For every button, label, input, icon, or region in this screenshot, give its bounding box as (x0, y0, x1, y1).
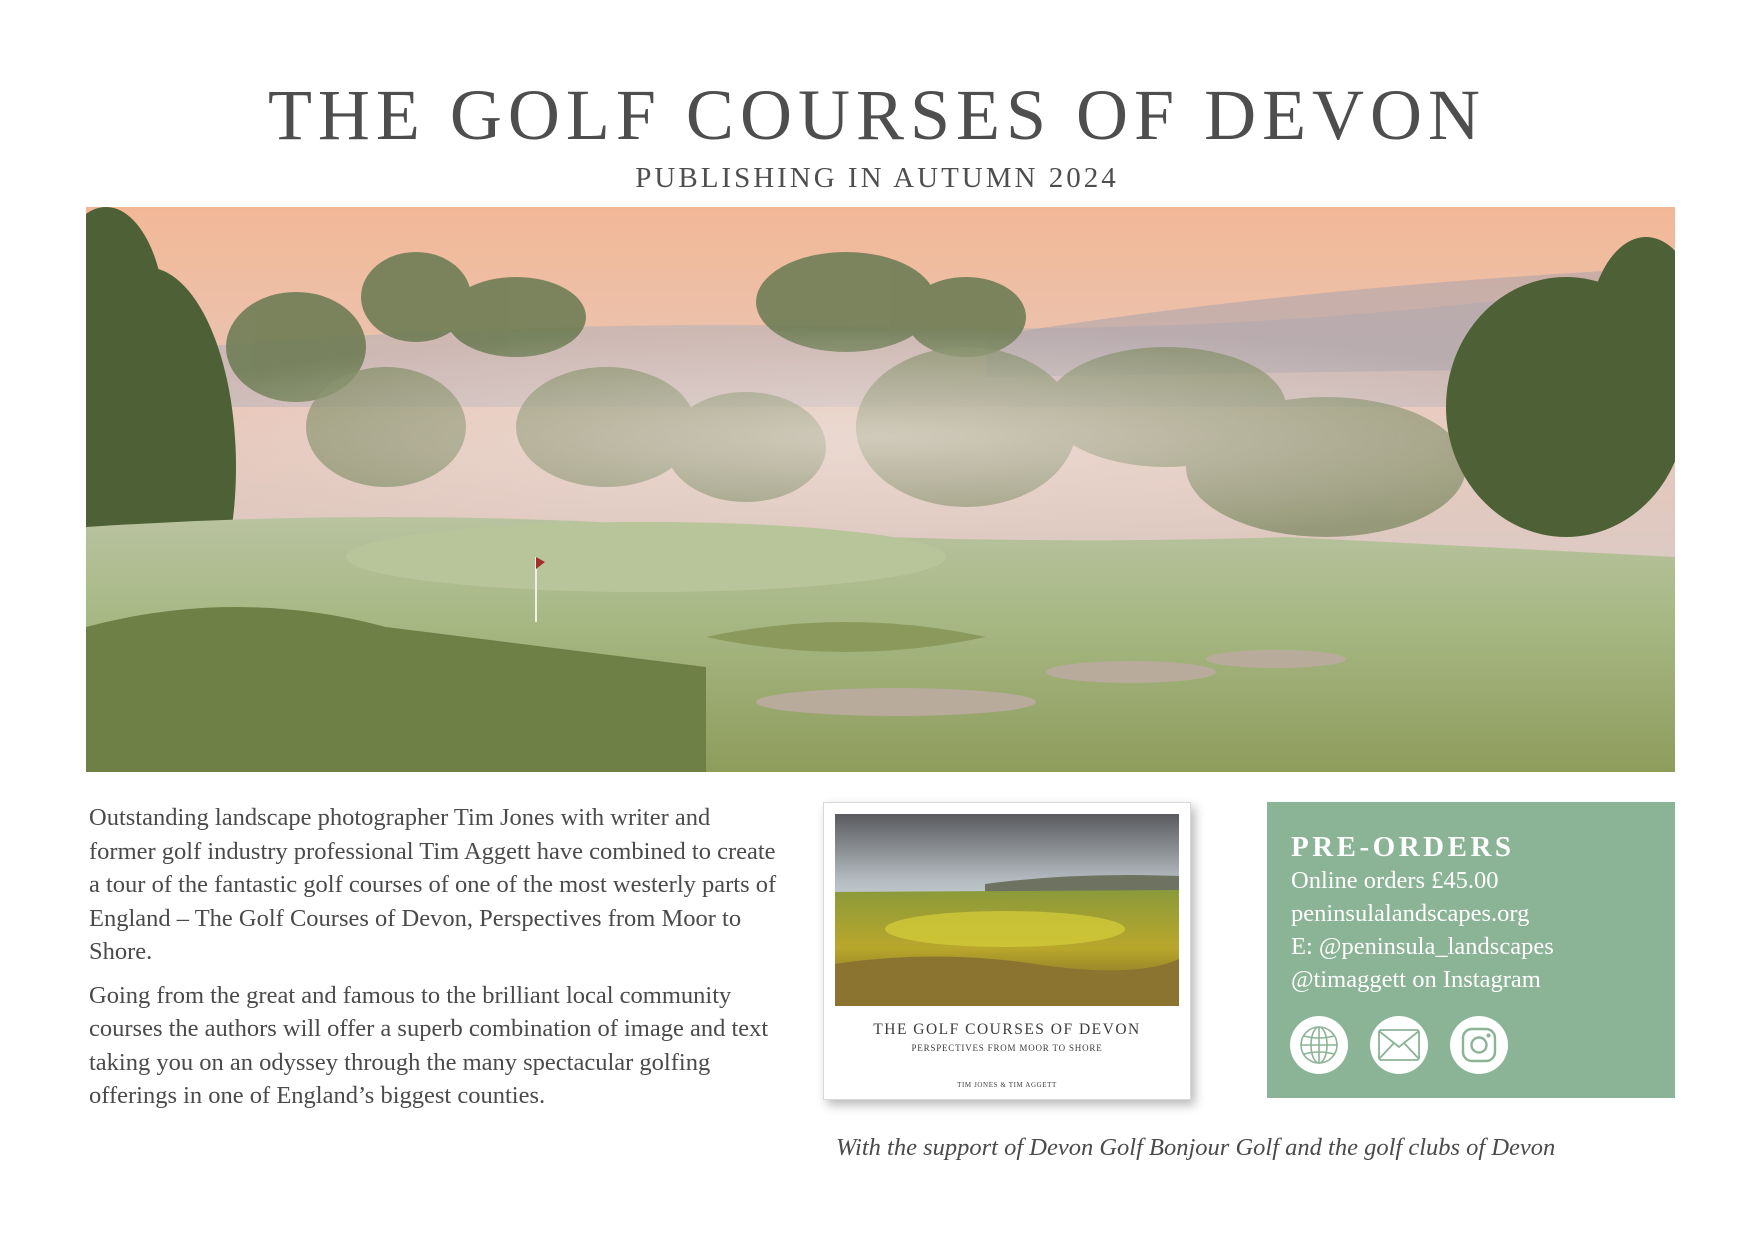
page-subtitle: PUBLISHING IN AUTUMN 2024 (635, 162, 1119, 194)
envelope-icon[interactable] (1370, 1016, 1428, 1074)
support-credit: With the support of Devon Golf Bonjour Golf and the golf clubs of Devon (836, 1134, 1556, 1161)
description-paragraph-1: Outstanding landscape photographer Tim Jones with writer and former golf industry professional Tim Aggett have combined to create a tour of the fantastic golf courses of one of the most westerly parts of England – The Golf Courses of Devon, Perspectives from Moor to Shore. (89, 804, 777, 965)
preorders-heading: PRE-ORDERS (1291, 831, 1515, 863)
preorders-email[interactable]: E: @peninsula_landscapes (1291, 933, 1554, 960)
preorders-panel (1267, 802, 1675, 1098)
book-cover-mockup (823, 802, 1191, 1100)
description (89, 801, 779, 1123)
page-title: THE GOLF COURSES OF DEVON (267, 75, 1487, 155)
preorders-instagram[interactable]: @timaggett on Instagram (1291, 966, 1541, 993)
book-subtitle: PERSPECTIVES FROM MOOR TO SHORE (911, 1043, 1103, 1053)
globe-icon[interactable] (1290, 1016, 1348, 1074)
preorders-price: Online orders £45.00 (1291, 867, 1499, 894)
preorders-website[interactable]: peninsulalandscapes.org (1291, 900, 1530, 927)
description-paragraph-2: Going from the great and famous to the brilliant local community courses the authors will offer a superb combination of image and text taking you on an odyssey through the many spectacular golfing offerings in one of England’s biggest counties. (89, 981, 769, 1109)
book-cover-photo (835, 814, 1179, 1006)
instagram-icon[interactable] (1450, 1016, 1508, 1074)
book-title: THE GOLF COURSES OF DEVON (873, 1021, 1141, 1038)
book-authors: TIM JONES & TIM AGGETT (957, 1081, 1057, 1089)
hero-photo (86, 207, 1675, 772)
